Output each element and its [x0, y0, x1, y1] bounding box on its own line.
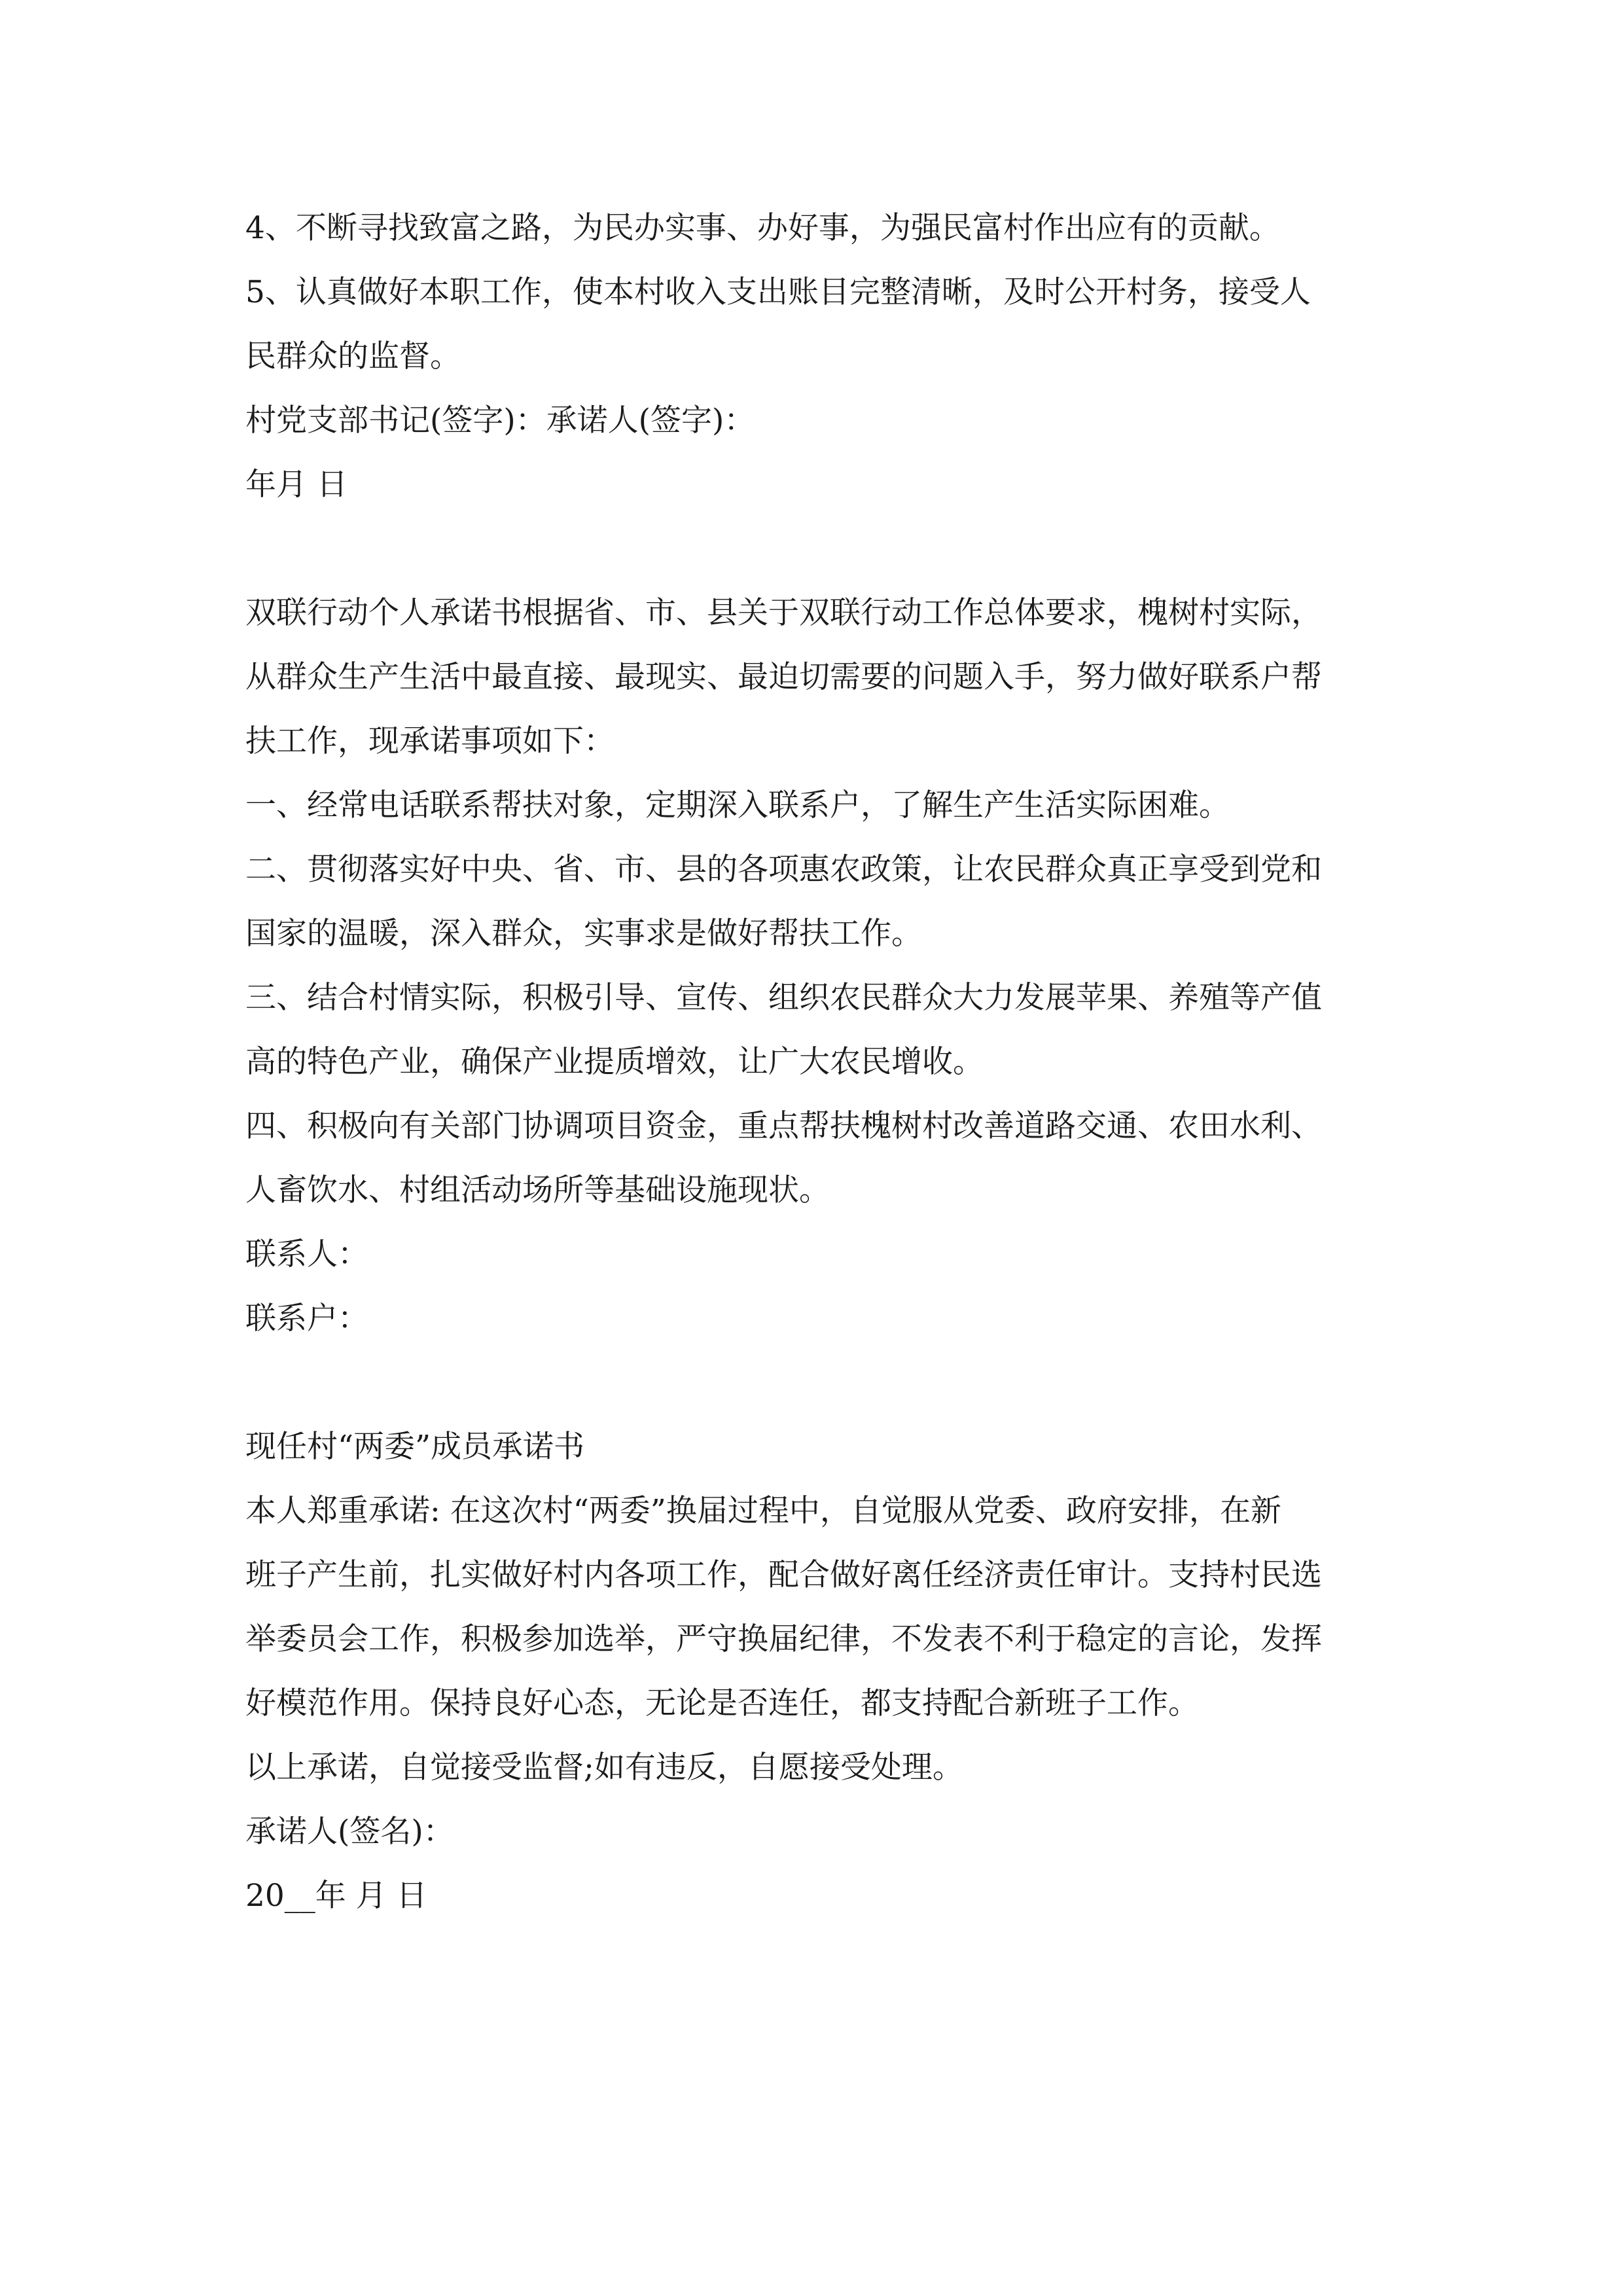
- pledger-signature-line: 承诺人(签名)：: [245, 1814, 454, 1850]
- pledge-item-3-line-1: 三、结合村情实际，积极引导、宣传、组织农民群众大力发展苹果、养殖等产值: [245, 980, 1322, 1016]
- pledge-item-3-line-2: 高的特色产业，确保产业提质增效，让广大农民增收。: [245, 1044, 984, 1080]
- section-committee-pledge: [245, 1415, 1397, 1928]
- pledge-date-line: 20__年 月 日: [245, 1878, 427, 1914]
- committee-pledge-title: 现任村“两委”成员承诺书: [245, 1429, 585, 1465]
- pledge-intro-line-1: 双联行动个人承诺书根据省、市、县关于双联行动工作总体要求，槐树村实际，: [245, 595, 1322, 631]
- section-spacer: [245, 517, 1397, 581]
- pledge-item-4-line-2: 人畜饮水、村组活动场所等基础设施现状。: [245, 1172, 830, 1208]
- pledge-item-4-line-1: 四、积极向有关部门协调项目资金，重点帮扶槐树村改善道路交通、农田水利、: [245, 1108, 1322, 1144]
- supervision-line: 以上承诺，自觉接受监督;如有违反，自愿接受处理。: [245, 1749, 963, 1785]
- signature-line: 村党支部书记(签字)：承诺人(签字)：: [245, 403, 755, 439]
- committee-pledge-body-line-4: 好模范作用。保持良好心态，无论是否连任，都支持配合新班子工作。: [245, 1685, 1199, 1721]
- document-body: [245, 196, 1397, 1928]
- committee-pledge-body-line-1: 本人郑重承诺: 在这次村“两委”换届过程中，自觉服从党委、政府安排，在新: [245, 1493, 1281, 1529]
- commitment-item-5-line-2: 民群众的监督。: [245, 338, 461, 374]
- section-shuanglian-pledge: [245, 581, 1397, 1351]
- pledge-intro-line-2: 从群众生产生活中最直接、最现实、最迫切需要的问题入手，努力做好联系户帮: [245, 659, 1322, 695]
- pledge-item-2-line-2: 国家的温暖，深入群众，实事求是做好帮扶工作。: [245, 916, 922, 952]
- pledge-item-2-line-1: 二、贯彻落实好中央、省、市、县的各项惠农政策，让农民群众真正享受到党和: [245, 852, 1322, 888]
- committee-pledge-body-line-2: 班子产生前，扎实做好村内各项工作，配合做好离任经济责任审计。支持村民选: [245, 1557, 1322, 1593]
- section-spacer: [245, 1351, 1397, 1415]
- commitment-item-5-line-1: 5、认真做好本职工作，使本村收入支出账目完整清晰，及时公开村务，接受人: [245, 274, 1311, 310]
- committee-pledge-body-line-3: 举委员会工作，积极参加选举，严守换届纪律，不发表不利于稳定的言论，发挥: [245, 1621, 1322, 1657]
- date-line: 年月 日: [245, 467, 348, 503]
- section-commitment-items: [245, 196, 1397, 517]
- contact-person-line: 联系人：: [245, 1236, 368, 1272]
- contact-household-line: 联系户：: [245, 1300, 368, 1336]
- pledge-item-1: 一、经常电话联系帮扶对象，定期深入联系户，了解生产生活实际困难。: [245, 787, 1230, 823]
- pledge-intro-line-3: 扶工作，现承诺事项如下：: [245, 723, 615, 759]
- commitment-item-4: 4、不断寻找致富之路，为民办实事、办好事，为强民富村作出应有的贡献。: [245, 210, 1280, 246]
